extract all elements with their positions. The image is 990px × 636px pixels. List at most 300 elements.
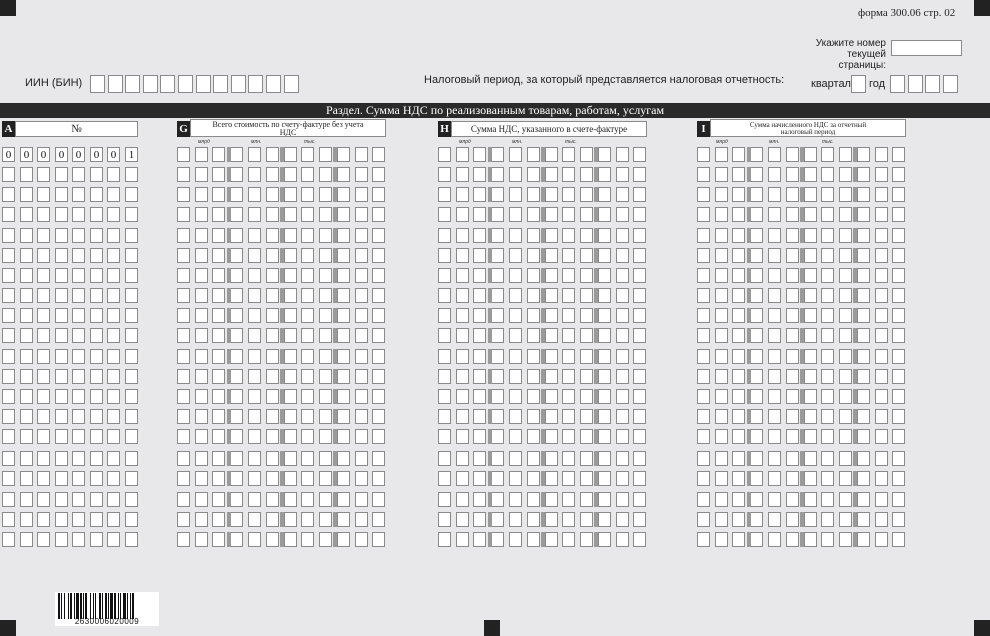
invoice-total-cell[interactable] xyxy=(355,409,368,424)
accrued-vat-cell[interactable] xyxy=(750,429,763,444)
invoice-vat-cell[interactable] xyxy=(509,492,522,507)
accrued-vat-cell[interactable] xyxy=(804,268,817,283)
invoice-vat-cell[interactable] xyxy=(456,409,469,424)
row-number-cell[interactable] xyxy=(55,288,68,303)
invoice-total-cell[interactable] xyxy=(355,268,368,283)
accrued-vat-cell[interactable] xyxy=(732,248,745,263)
accrued-vat-cell[interactable] xyxy=(768,532,781,547)
accrued-vat-cell[interactable] xyxy=(768,167,781,182)
accrued-vat-cell[interactable] xyxy=(715,532,728,547)
invoice-total-cell[interactable] xyxy=(177,288,190,303)
row-number-cell[interactable] xyxy=(125,328,138,343)
invoice-vat-cell[interactable] xyxy=(598,288,611,303)
row-number-cell[interactable] xyxy=(90,268,103,283)
invoice-total-cell[interactable] xyxy=(301,451,314,466)
invoice-total-cell[interactable] xyxy=(230,429,243,444)
invoice-vat-cell[interactable] xyxy=(633,512,646,527)
accrued-vat-cell[interactable] xyxy=(839,349,852,364)
invoice-total-cell[interactable] xyxy=(284,512,297,527)
invoice-total-cell[interactable] xyxy=(230,492,243,507)
row-number-cell[interactable] xyxy=(107,207,120,222)
invoice-total-cell[interactable] xyxy=(230,409,243,424)
invoice-total-cell[interactable] xyxy=(195,187,208,202)
invoice-vat-cell[interactable] xyxy=(491,492,504,507)
invoice-total-cell[interactable] xyxy=(337,512,350,527)
row-number-cell[interactable] xyxy=(37,167,50,182)
row-number-cell[interactable] xyxy=(72,207,85,222)
invoice-vat-cell[interactable] xyxy=(545,147,558,162)
invoice-total-cell[interactable] xyxy=(284,248,297,263)
accrued-vat-cell[interactable] xyxy=(697,532,710,547)
invoice-vat-cell[interactable] xyxy=(438,451,451,466)
invoice-vat-cell[interactable] xyxy=(598,471,611,486)
accrued-vat-cell[interactable] xyxy=(875,451,888,466)
accrued-vat-cell[interactable] xyxy=(786,147,799,162)
row-number-cell[interactable] xyxy=(90,389,103,404)
invoice-vat-cell[interactable] xyxy=(527,429,540,444)
accrued-vat-cell[interactable] xyxy=(821,308,834,323)
accrued-vat-cell[interactable] xyxy=(715,369,728,384)
accrued-vat-cell[interactable] xyxy=(750,512,763,527)
invoice-total-cell[interactable] xyxy=(212,471,225,486)
accrued-vat-cell[interactable] xyxy=(786,167,799,182)
invoice-vat-cell[interactable] xyxy=(562,288,575,303)
invoice-total-cell[interactable] xyxy=(195,429,208,444)
invoice-vat-cell[interactable] xyxy=(491,268,504,283)
accrued-vat-cell[interactable] xyxy=(804,349,817,364)
accrued-vat-cell[interactable] xyxy=(892,532,905,547)
invoice-total-cell[interactable] xyxy=(266,268,279,283)
invoice-total-cell[interactable] xyxy=(266,409,279,424)
invoice-total-cell[interactable] xyxy=(177,369,190,384)
invoice-vat-cell[interactable] xyxy=(616,492,629,507)
row-number-cell[interactable] xyxy=(55,268,68,283)
row-number-cell[interactable] xyxy=(55,532,68,547)
invoice-vat-cell[interactable] xyxy=(456,288,469,303)
accrued-vat-cell[interactable] xyxy=(715,471,728,486)
accrued-vat-cell[interactable] xyxy=(697,147,710,162)
invoice-vat-cell[interactable] xyxy=(598,451,611,466)
row-number-cell[interactable] xyxy=(90,369,103,384)
accrued-vat-cell[interactable] xyxy=(750,492,763,507)
invoice-vat-cell[interactable] xyxy=(438,328,451,343)
accrued-vat-cell[interactable] xyxy=(875,349,888,364)
invoice-vat-cell[interactable] xyxy=(527,207,540,222)
accrued-vat-cell[interactable] xyxy=(839,167,852,182)
accrued-vat-cell[interactable] xyxy=(839,471,852,486)
invoice-vat-cell[interactable] xyxy=(438,389,451,404)
invoice-vat-cell[interactable] xyxy=(598,512,611,527)
accrued-vat-cell[interactable] xyxy=(732,451,745,466)
accrued-vat-cell[interactable] xyxy=(732,328,745,343)
row-number-cell[interactable] xyxy=(20,207,33,222)
iin-digit-box[interactable] xyxy=(231,75,246,93)
invoice-total-cell[interactable] xyxy=(319,308,332,323)
invoice-total-cell[interactable] xyxy=(301,409,314,424)
invoice-total-cell[interactable] xyxy=(372,512,385,527)
invoice-total-cell[interactable] xyxy=(248,268,261,283)
invoice-vat-cell[interactable] xyxy=(580,328,593,343)
row-number-cell[interactable] xyxy=(72,532,85,547)
accrued-vat-cell[interactable] xyxy=(786,207,799,222)
row-number-cell[interactable] xyxy=(125,451,138,466)
invoice-total-cell[interactable] xyxy=(337,389,350,404)
row-number-cell[interactable] xyxy=(37,369,50,384)
invoice-vat-cell[interactable] xyxy=(545,409,558,424)
invoice-total-cell[interactable] xyxy=(372,167,385,182)
invoice-vat-cell[interactable] xyxy=(491,167,504,182)
invoice-vat-cell[interactable] xyxy=(580,308,593,323)
iin-digit-box[interactable] xyxy=(284,75,299,93)
invoice-vat-cell[interactable] xyxy=(580,471,593,486)
accrued-vat-cell[interactable] xyxy=(821,349,834,364)
invoice-total-cell[interactable] xyxy=(230,207,243,222)
accrued-vat-cell[interactable] xyxy=(892,167,905,182)
accrued-vat-cell[interactable] xyxy=(839,308,852,323)
invoice-vat-cell[interactable] xyxy=(616,248,629,263)
invoice-vat-cell[interactable] xyxy=(456,349,469,364)
accrued-vat-cell[interactable] xyxy=(821,369,834,384)
accrued-vat-cell[interactable] xyxy=(821,429,834,444)
accrued-vat-cell[interactable] xyxy=(697,187,710,202)
invoice-total-cell[interactable] xyxy=(212,308,225,323)
invoice-vat-cell[interactable] xyxy=(633,451,646,466)
invoice-vat-cell[interactable] xyxy=(491,248,504,263)
invoice-vat-cell[interactable] xyxy=(580,268,593,283)
row-number-cell[interactable] xyxy=(72,187,85,202)
row-number-cell[interactable] xyxy=(20,328,33,343)
accrued-vat-cell[interactable] xyxy=(892,492,905,507)
row-number-cell[interactable] xyxy=(2,369,15,384)
accrued-vat-cell[interactable] xyxy=(804,471,817,486)
invoice-vat-cell[interactable] xyxy=(509,328,522,343)
row-number-cell[interactable] xyxy=(20,492,33,507)
invoice-vat-cell[interactable] xyxy=(509,369,522,384)
accrued-vat-cell[interactable] xyxy=(715,429,728,444)
row-number-cell[interactable] xyxy=(20,389,33,404)
invoice-total-cell[interactable] xyxy=(248,512,261,527)
invoice-vat-cell[interactable] xyxy=(562,429,575,444)
invoice-total-cell[interactable] xyxy=(337,532,350,547)
invoice-vat-cell[interactable] xyxy=(545,532,558,547)
accrued-vat-cell[interactable] xyxy=(715,451,728,466)
invoice-total-cell[interactable] xyxy=(284,288,297,303)
invoice-total-cell[interactable] xyxy=(319,207,332,222)
accrued-vat-cell[interactable] xyxy=(786,369,799,384)
accrued-vat-cell[interactable] xyxy=(875,512,888,527)
row-number-cell[interactable] xyxy=(90,532,103,547)
accrued-vat-cell[interactable] xyxy=(786,451,799,466)
invoice-total-cell[interactable] xyxy=(301,389,314,404)
invoice-total-cell[interactable] xyxy=(337,207,350,222)
row-number-cell[interactable] xyxy=(107,248,120,263)
invoice-vat-cell[interactable] xyxy=(473,288,486,303)
invoice-total-cell[interactable] xyxy=(230,167,243,182)
invoice-vat-cell[interactable] xyxy=(562,308,575,323)
year-digit-box[interactable] xyxy=(925,75,940,93)
invoice-vat-cell[interactable] xyxy=(491,389,504,404)
invoice-vat-cell[interactable] xyxy=(616,532,629,547)
accrued-vat-cell[interactable] xyxy=(732,369,745,384)
accrued-vat-cell[interactable] xyxy=(839,228,852,243)
accrued-vat-cell[interactable] xyxy=(892,207,905,222)
accrued-vat-cell[interactable] xyxy=(857,187,870,202)
row-number-cell[interactable] xyxy=(55,187,68,202)
row-number-cell[interactable] xyxy=(125,288,138,303)
accrued-vat-cell[interactable] xyxy=(804,451,817,466)
invoice-vat-cell[interactable] xyxy=(580,389,593,404)
accrued-vat-cell[interactable] xyxy=(697,492,710,507)
invoice-total-cell[interactable] xyxy=(284,532,297,547)
invoice-vat-cell[interactable] xyxy=(491,187,504,202)
invoice-total-cell[interactable] xyxy=(266,512,279,527)
row-number-cell[interactable] xyxy=(72,349,85,364)
year-digit-box[interactable] xyxy=(943,75,958,93)
accrued-vat-cell[interactable] xyxy=(768,308,781,323)
row-number-cell[interactable] xyxy=(125,228,138,243)
accrued-vat-cell[interactable] xyxy=(750,451,763,466)
accrued-vat-cell[interactable] xyxy=(768,248,781,263)
invoice-total-cell[interactable] xyxy=(319,389,332,404)
invoice-vat-cell[interactable] xyxy=(438,207,451,222)
accrued-vat-cell[interactable] xyxy=(715,147,728,162)
accrued-vat-cell[interactable] xyxy=(768,471,781,486)
accrued-vat-cell[interactable] xyxy=(839,187,852,202)
row-number-cell[interactable] xyxy=(37,429,50,444)
row-number-cell[interactable] xyxy=(2,248,15,263)
invoice-total-cell[interactable] xyxy=(212,187,225,202)
invoice-total-cell[interactable] xyxy=(266,147,279,162)
invoice-total-cell[interactable] xyxy=(284,429,297,444)
accrued-vat-cell[interactable] xyxy=(768,429,781,444)
invoice-vat-cell[interactable] xyxy=(456,207,469,222)
accrued-vat-cell[interactable] xyxy=(697,512,710,527)
invoice-vat-cell[interactable] xyxy=(616,187,629,202)
invoice-total-cell[interactable] xyxy=(372,248,385,263)
invoice-vat-cell[interactable] xyxy=(509,187,522,202)
invoice-vat-cell[interactable] xyxy=(545,167,558,182)
accrued-vat-cell[interactable] xyxy=(786,409,799,424)
invoice-total-cell[interactable] xyxy=(319,349,332,364)
invoice-total-cell[interactable] xyxy=(266,369,279,384)
accrued-vat-cell[interactable] xyxy=(892,147,905,162)
invoice-total-cell[interactable] xyxy=(372,429,385,444)
invoice-total-cell[interactable] xyxy=(319,248,332,263)
invoice-vat-cell[interactable] xyxy=(527,288,540,303)
invoice-total-cell[interactable] xyxy=(230,471,243,486)
accrued-vat-cell[interactable] xyxy=(732,207,745,222)
accrued-vat-cell[interactable] xyxy=(697,349,710,364)
invoice-total-cell[interactable] xyxy=(372,532,385,547)
invoice-total-cell[interactable] xyxy=(319,471,332,486)
accrued-vat-cell[interactable] xyxy=(892,429,905,444)
accrued-vat-cell[interactable] xyxy=(857,288,870,303)
row-number-cell[interactable] xyxy=(2,349,15,364)
invoice-total-cell[interactable] xyxy=(248,409,261,424)
accrued-vat-cell[interactable] xyxy=(875,288,888,303)
invoice-vat-cell[interactable] xyxy=(473,248,486,263)
invoice-vat-cell[interactable] xyxy=(473,471,486,486)
invoice-vat-cell[interactable] xyxy=(633,389,646,404)
row-number-cell[interactable] xyxy=(2,471,15,486)
accrued-vat-cell[interactable] xyxy=(892,328,905,343)
invoice-vat-cell[interactable] xyxy=(562,228,575,243)
invoice-total-cell[interactable] xyxy=(230,268,243,283)
invoice-vat-cell[interactable] xyxy=(598,532,611,547)
row-number-cell[interactable] xyxy=(55,492,68,507)
invoice-vat-cell[interactable] xyxy=(491,207,504,222)
invoice-vat-cell[interactable] xyxy=(598,187,611,202)
row-number-cell[interactable] xyxy=(125,308,138,323)
accrued-vat-cell[interactable] xyxy=(697,167,710,182)
invoice-vat-cell[interactable] xyxy=(616,207,629,222)
invoice-total-cell[interactable] xyxy=(372,349,385,364)
invoice-vat-cell[interactable] xyxy=(491,328,504,343)
invoice-total-cell[interactable] xyxy=(372,288,385,303)
accrued-vat-cell[interactable] xyxy=(768,147,781,162)
row-number-cell[interactable] xyxy=(2,187,15,202)
invoice-total-cell[interactable] xyxy=(319,167,332,182)
row-number-cell[interactable] xyxy=(72,308,85,323)
row-number-cell[interactable] xyxy=(72,409,85,424)
invoice-vat-cell[interactable] xyxy=(438,512,451,527)
invoice-vat-cell[interactable] xyxy=(616,268,629,283)
row-number-cell[interactable] xyxy=(125,429,138,444)
accrued-vat-cell[interactable] xyxy=(804,167,817,182)
invoice-total-cell[interactable] xyxy=(284,187,297,202)
invoice-vat-cell[interactable] xyxy=(598,492,611,507)
row-number-cell[interactable] xyxy=(107,187,120,202)
invoice-vat-cell[interactable] xyxy=(562,389,575,404)
invoice-vat-cell[interactable] xyxy=(580,248,593,263)
invoice-total-cell[interactable] xyxy=(195,389,208,404)
invoice-total-cell[interactable] xyxy=(195,308,208,323)
row-number-cell[interactable] xyxy=(107,492,120,507)
invoice-vat-cell[interactable] xyxy=(473,512,486,527)
invoice-vat-cell[interactable] xyxy=(473,349,486,364)
invoice-total-cell[interactable] xyxy=(177,409,190,424)
invoice-total-cell[interactable] xyxy=(301,167,314,182)
invoice-total-cell[interactable] xyxy=(337,187,350,202)
invoice-total-cell[interactable] xyxy=(230,187,243,202)
accrued-vat-cell[interactable] xyxy=(839,532,852,547)
row-number-cell[interactable] xyxy=(72,328,85,343)
accrued-vat-cell[interactable] xyxy=(732,532,745,547)
invoice-vat-cell[interactable] xyxy=(509,409,522,424)
invoice-vat-cell[interactable] xyxy=(633,147,646,162)
row-number-cell[interactable] xyxy=(2,228,15,243)
row-number-cell[interactable] xyxy=(72,512,85,527)
invoice-total-cell[interactable] xyxy=(195,409,208,424)
accrued-vat-cell[interactable] xyxy=(839,268,852,283)
accrued-vat-cell[interactable] xyxy=(821,228,834,243)
row-number-cell[interactable] xyxy=(37,268,50,283)
invoice-vat-cell[interactable] xyxy=(509,429,522,444)
row-number-cell[interactable] xyxy=(90,288,103,303)
invoice-total-cell[interactable] xyxy=(355,288,368,303)
row-number-cell[interactable] xyxy=(72,389,85,404)
invoice-vat-cell[interactable] xyxy=(473,451,486,466)
accrued-vat-cell[interactable] xyxy=(857,147,870,162)
row-number-cell[interactable] xyxy=(20,369,33,384)
invoice-total-cell[interactable] xyxy=(372,409,385,424)
accrued-vat-cell[interactable] xyxy=(697,389,710,404)
invoice-vat-cell[interactable] xyxy=(456,532,469,547)
invoice-total-cell[interactable] xyxy=(301,532,314,547)
row-number-cell[interactable]: 0 xyxy=(55,147,68,162)
accrued-vat-cell[interactable] xyxy=(786,532,799,547)
row-number-cell[interactable] xyxy=(107,308,120,323)
accrued-vat-cell[interactable] xyxy=(821,288,834,303)
accrued-vat-cell[interactable] xyxy=(821,532,834,547)
iin-digit-box[interactable] xyxy=(160,75,175,93)
invoice-vat-cell[interactable] xyxy=(456,492,469,507)
invoice-total-cell[interactable] xyxy=(212,228,225,243)
invoice-total-cell[interactable] xyxy=(195,349,208,364)
invoice-vat-cell[interactable] xyxy=(580,409,593,424)
accrued-vat-cell[interactable] xyxy=(732,288,745,303)
invoice-total-cell[interactable] xyxy=(212,349,225,364)
row-number-cell[interactable] xyxy=(2,451,15,466)
invoice-total-cell[interactable] xyxy=(337,328,350,343)
invoice-total-cell[interactable] xyxy=(266,471,279,486)
accrued-vat-cell[interactable] xyxy=(839,248,852,263)
accrued-vat-cell[interactable] xyxy=(821,268,834,283)
invoice-total-cell[interactable] xyxy=(355,147,368,162)
row-number-cell[interactable] xyxy=(72,451,85,466)
invoice-vat-cell[interactable] xyxy=(456,451,469,466)
invoice-total-cell[interactable] xyxy=(230,369,243,384)
row-number-cell[interactable] xyxy=(20,349,33,364)
invoice-vat-cell[interactable] xyxy=(633,532,646,547)
invoice-total-cell[interactable] xyxy=(372,207,385,222)
invoice-vat-cell[interactable] xyxy=(438,369,451,384)
invoice-total-cell[interactable] xyxy=(266,349,279,364)
row-number-cell[interactable] xyxy=(107,429,120,444)
invoice-vat-cell[interactable] xyxy=(598,429,611,444)
invoice-total-cell[interactable] xyxy=(212,288,225,303)
invoice-total-cell[interactable] xyxy=(355,228,368,243)
invoice-vat-cell[interactable] xyxy=(527,147,540,162)
accrued-vat-cell[interactable] xyxy=(768,228,781,243)
invoice-vat-cell[interactable] xyxy=(562,248,575,263)
invoice-total-cell[interactable] xyxy=(230,512,243,527)
invoice-total-cell[interactable] xyxy=(372,187,385,202)
invoice-vat-cell[interactable] xyxy=(616,228,629,243)
accrued-vat-cell[interactable] xyxy=(857,451,870,466)
invoice-total-cell[interactable] xyxy=(337,147,350,162)
invoice-vat-cell[interactable] xyxy=(527,492,540,507)
accrued-vat-cell[interactable] xyxy=(750,369,763,384)
row-number-cell[interactable] xyxy=(107,268,120,283)
row-number-cell[interactable] xyxy=(20,451,33,466)
invoice-total-cell[interactable] xyxy=(195,268,208,283)
accrued-vat-cell[interactable] xyxy=(892,471,905,486)
invoice-vat-cell[interactable] xyxy=(473,308,486,323)
accrued-vat-cell[interactable] xyxy=(697,328,710,343)
invoice-total-cell[interactable] xyxy=(355,369,368,384)
accrued-vat-cell[interactable] xyxy=(857,429,870,444)
invoice-vat-cell[interactable] xyxy=(633,492,646,507)
row-number-cell[interactable] xyxy=(90,228,103,243)
accrued-vat-cell[interactable] xyxy=(821,512,834,527)
accrued-vat-cell[interactable] xyxy=(750,409,763,424)
invoice-vat-cell[interactable] xyxy=(633,207,646,222)
row-number-cell[interactable] xyxy=(37,471,50,486)
row-number-cell[interactable] xyxy=(90,308,103,323)
row-number-cell[interactable] xyxy=(107,349,120,364)
row-number-cell[interactable] xyxy=(72,492,85,507)
